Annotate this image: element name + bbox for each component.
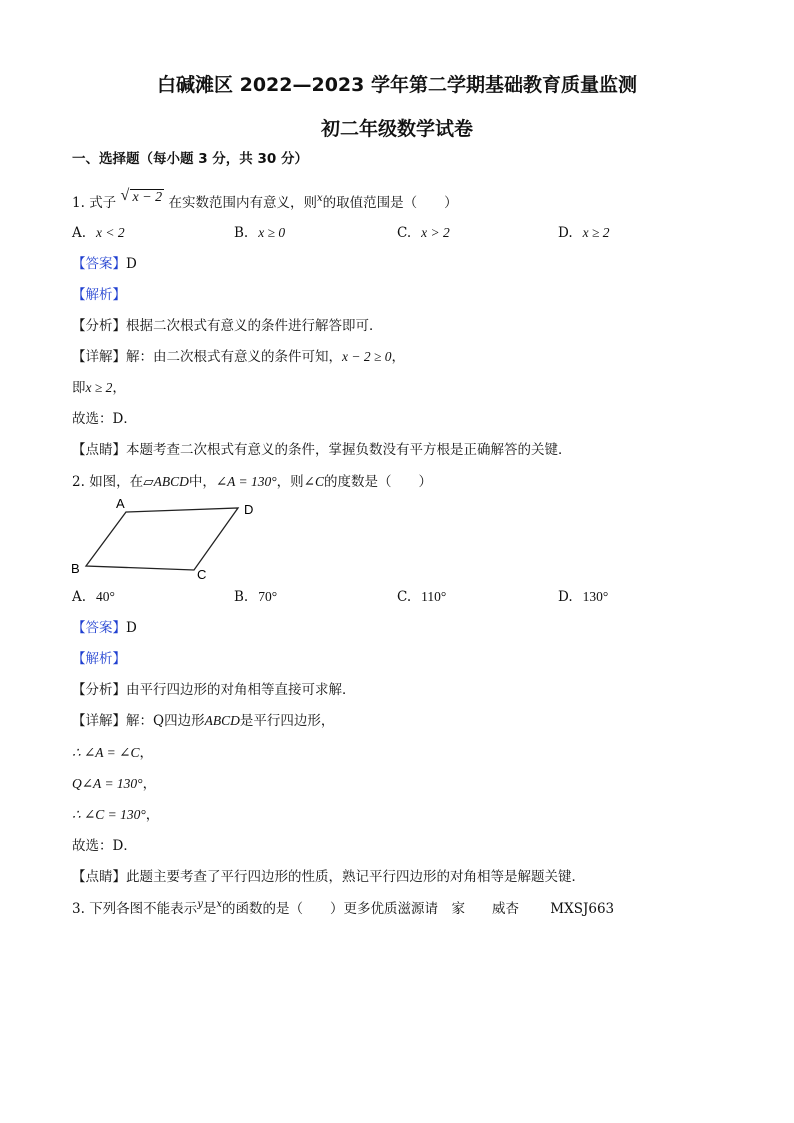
step-math: ∴ ∠C = 130°: [72, 807, 146, 822]
comment-tag: 【点睛】: [72, 442, 126, 458]
detail-end: 是平行四边形，: [239, 713, 335, 729]
step-math: Q∠A = 130°: [72, 776, 143, 791]
q3-text-b: 是: [202, 901, 217, 917]
q1-text-b: 在实数范围内有意义，则: [168, 195, 317, 211]
step-math: ∴ ∠A = ∠C: [72, 745, 140, 760]
analysis-tag: 【解析】: [72, 651, 126, 667]
option-label: A.: [72, 225, 87, 241]
fenxi-tag: 【分析】: [72, 318, 126, 334]
q2-option-a: [72, 588, 115, 606]
comment-text: 此题主要考查了平行四边形的性质，熟记平行四边形的对角相等是解题关键．: [126, 869, 585, 885]
vertex-label-c: C: [197, 567, 207, 582]
option-expr: x < 2: [96, 225, 125, 240]
q3-text-c: 的函数的是（ ）更多优质滋源请 家 威杏 MXSJ663: [221, 901, 615, 917]
detail-tag: 【详解】: [72, 713, 126, 729]
step-prefix: 即: [72, 380, 86, 396]
option-expr: 110°: [421, 589, 447, 604]
q2-step3: [72, 775, 156, 793]
q2-text-d: 的度数是（ ）: [323, 474, 432, 490]
comment-text: 本题考查二次根式有意义的条件，掌握负数没有平方根是正确解答的关键．: [126, 442, 572, 458]
q1-fenxi: [72, 317, 383, 335]
option-label: C.: [397, 589, 412, 605]
q2-choice: 故选：D．: [72, 838, 137, 854]
q2-shape: ABCD: [153, 474, 189, 489]
answer-tag: 【答案】: [72, 620, 126, 636]
q1-text-a: 式子: [89, 195, 117, 211]
vertex-label-b: B: [71, 561, 80, 576]
detail-text: 解：由二次根式有意义的条件可知，: [126, 349, 342, 365]
question-1: [72, 187, 458, 214]
fenxi-text: 由平行四边形的对角相等直接可求解．: [126, 682, 356, 698]
exam-title-line2: 初二年级数学试卷: [320, 118, 473, 140]
option-expr: x ≥ 2: [582, 225, 610, 240]
option-expr: x > 2: [421, 225, 450, 240]
q1-option-b: [234, 224, 285, 242]
exam-title-line1: 白碱滩区 2022—2023 学年第二学期基础教育质量监测: [157, 74, 637, 96]
q1-text-c: 的取值范围是（ ）: [322, 195, 458, 211]
parallelogram-symbol: ▱: [143, 474, 154, 490]
option-expr: x ≥ 0: [258, 225, 286, 240]
option-label: D.: [558, 225, 573, 241]
step-end: ，: [145, 807, 160, 823]
q2-step4: [72, 806, 159, 824]
parallelogram-figure: [66, 494, 266, 586]
q3-text-a: 下列各图不能表示: [89, 901, 198, 917]
q3-var-y: y: [197, 899, 203, 910]
detail-shape: ABCD: [204, 713, 240, 728]
question-2: [72, 473, 432, 491]
analysis-tag: 【解析】: [72, 287, 126, 303]
step-end: ，: [139, 745, 153, 761]
detail-tag: 【详解】: [72, 349, 126, 365]
q2-target: ∠C: [303, 474, 324, 489]
answer-value: D: [126, 620, 137, 636]
q2-given: ∠A = 130°: [215, 474, 277, 489]
q2-text-a: 如图，在: [89, 474, 144, 490]
q3-number: 3.: [72, 901, 85, 917]
q1-radicand: x − 2: [132, 190, 163, 205]
q2-option-c: [397, 588, 446, 606]
detail-math: x − 2 ≥ 0: [342, 349, 392, 364]
option-label: C.: [397, 225, 412, 241]
option-expr: 40°: [96, 589, 115, 604]
fenxi-tag: 【分析】: [72, 682, 126, 698]
q1-radical: √ x − 2: [120, 187, 163, 205]
q3-var-x: x: [216, 899, 222, 910]
question-3: [72, 900, 614, 920]
q2-comment: [72, 868, 585, 886]
q2-option-d: [558, 588, 608, 606]
parallelogram-shape: [86, 508, 238, 570]
section-heading: 一、选择题（每小题 3 分，共 30 分）: [72, 151, 308, 167]
q1-option-c: [397, 224, 450, 242]
comment-tag: 【点睛】: [72, 869, 126, 885]
step-end: ，: [142, 776, 157, 792]
vertex-label-a: A: [116, 496, 125, 511]
option-label: D.: [558, 589, 573, 605]
detail-text: 解：Q四边形: [126, 713, 205, 729]
q1-option-d: [558, 224, 610, 242]
q1-comment: [72, 441, 572, 459]
q1-option-a: [72, 224, 125, 242]
q1-number: 1.: [72, 195, 85, 211]
q2-text-b: 中，: [188, 474, 216, 490]
option-label: A.: [72, 589, 87, 605]
q2-text-c: ，则: [276, 474, 304, 490]
detail-end: ，: [391, 349, 406, 365]
q2-step2: [72, 744, 153, 762]
q1-analysis: [72, 286, 126, 304]
vertex-label-d: D: [244, 502, 254, 517]
q2-fenxi: [72, 681, 356, 699]
q1-var: x: [316, 193, 323, 204]
q1-answer: [72, 255, 137, 273]
q1-detail: [72, 348, 405, 366]
option-label: B.: [234, 589, 249, 605]
q2-number: 2.: [72, 474, 85, 490]
step-math: x ≥ 2: [85, 380, 113, 395]
q2-option-b: [234, 588, 277, 606]
answer-value: D: [126, 256, 137, 272]
q1-step2: [72, 379, 126, 397]
q2-detail: [72, 712, 334, 730]
answer-tag: 【答案】: [72, 256, 126, 272]
q2-analysis: [72, 650, 126, 668]
step-end: ，: [112, 380, 126, 396]
q1-choice: 故选：D．: [72, 411, 137, 427]
option-label: B.: [234, 225, 249, 241]
option-expr: 70°: [258, 589, 278, 604]
q2-answer: [72, 619, 137, 637]
option-expr: 130°: [582, 589, 609, 604]
fenxi-text: 根据二次根式有意义的条件进行解答即可．: [126, 318, 383, 334]
